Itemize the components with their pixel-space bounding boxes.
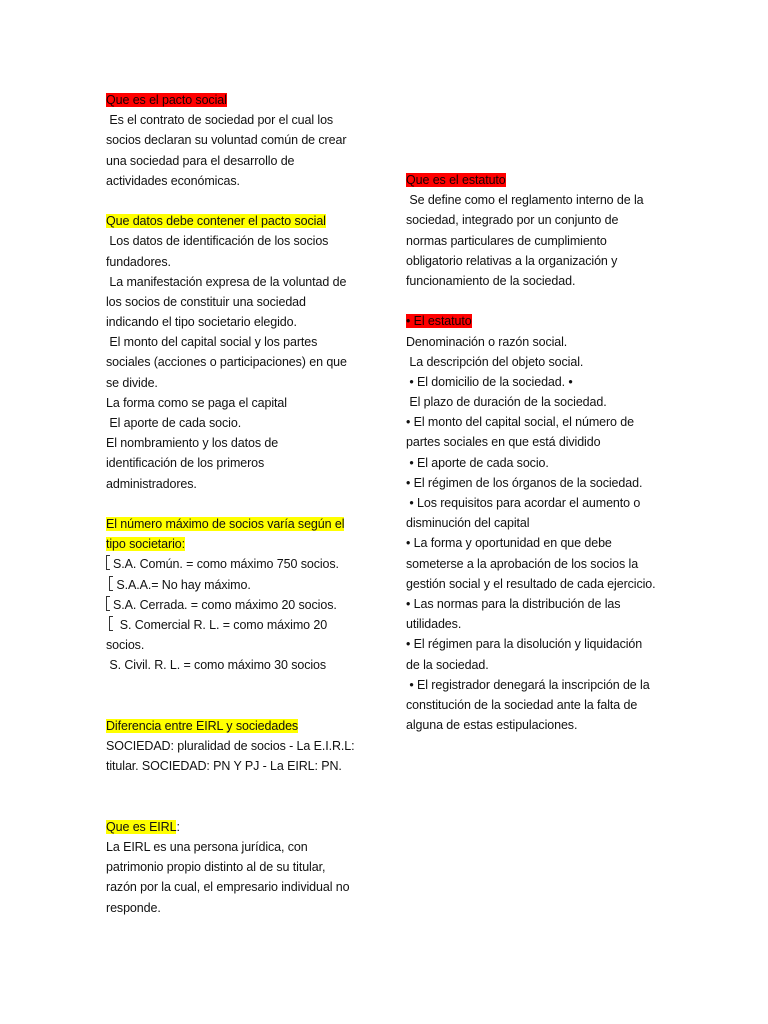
diferencia-heading-line [106, 716, 371, 736]
estatuto2-body-line: utilidades. [406, 617, 462, 632]
eirl-body-line: La EIRL es una persona jurídica, con [106, 839, 308, 854]
datos-heading-line [106, 211, 371, 231]
estatuto2-body-line: constitución de la sociedad ante la falta de [406, 697, 638, 712]
estatuto2-body-line: de la sociedad. [406, 657, 489, 672]
datos-body-line: El aporte de cada socio. [106, 416, 242, 430]
numero-item [106, 615, 371, 635]
bracket-icon [109, 576, 113, 591]
bracket-icon [106, 596, 110, 611]
estatuto2-body-line: • El aporte de cada socio. [406, 455, 549, 470]
pacto-body-line: una sociedad para el desarrollo de [106, 153, 295, 168]
estatuto2-body-line: • La forma y oportunidad en que debe [406, 536, 612, 551]
estatuto2-body-line: Denominación o razón social. [406, 334, 568, 349]
estatuto2-body-line: • El régimen para la disolución y liquidación [406, 637, 643, 652]
eirl-body-line: patrimonio propio distinto al de su titular, [106, 860, 326, 875]
estatuto2-body-line: • El régimen de los órganos de la sociedad. [406, 475, 643, 490]
estatuto-body-line: obligatorio relativas a la organización y [406, 253, 618, 268]
numero-heading-line [106, 514, 371, 534]
pacto-body-line: socios declaran su voluntad común de crear [106, 133, 347, 148]
datos-body-line: fundadores. [106, 254, 171, 269]
estatuto-heading-line [406, 170, 676, 190]
eirl-heading: Que es EIRL [106, 819, 177, 834]
estatuto2-body-line: • El registrador denegará la inscripción de la [406, 677, 650, 692]
datos-body-line: El nombramiento y los datos de [106, 436, 279, 451]
datos-body-line: administradores. [106, 476, 197, 491]
estatuto2-body-line: alguna de estas estipulaciones. [406, 718, 578, 733]
estatuto-body-line: sociedad, integrado por un conjunto de [406, 213, 619, 228]
estatuto2-body-line: disminución del capital [406, 516, 530, 531]
pacto-heading-line [106, 90, 371, 110]
datos-body-line: indicando el tipo societario elegido. [106, 315, 297, 330]
datos-heading: Que datos debe contener el pacto social [106, 214, 326, 229]
numero-item-text: S.A. Común. = como máximo 750 socios. [113, 557, 339, 572]
numero-item-text: S.A.A.= No hay máximo. [116, 577, 251, 592]
estatuto-body-line: normas particulares de cumplimiento [406, 233, 607, 248]
eirl-body-line: responde. [106, 900, 161, 915]
estatuto-heading: Que es el estatuto [406, 173, 506, 187]
datos-body-line: se divide. [106, 375, 158, 390]
estatuto-body-line: Se define como el reglamento interno de la [406, 193, 644, 208]
bracket-icon [106, 555, 110, 570]
eirl-body-line: razón por la cual, el empresario individual no [106, 880, 350, 895]
numero-item [106, 595, 371, 615]
numero-heading: El número máximo de socios varía según el [106, 516, 345, 531]
datos-body-line: La forma como se paga el capital [106, 395, 287, 410]
estatuto-body-line: funcionamiento de la sociedad. [406, 273, 576, 288]
estatuto2-body-line: La descripción del objeto social. [406, 354, 584, 369]
estatuto2-body-line: gestión social y el resultado de cada ejercicio. [406, 576, 656, 591]
datos-body-line: identificación de los primeros [106, 456, 265, 471]
eirl-heading-colon: : [176, 819, 180, 834]
numero-heading-line [106, 534, 371, 554]
right-column [406, 170, 676, 735]
estatuto2-body-line: partes sociales en que está dividido [406, 435, 601, 450]
eirl-heading-line [106, 817, 371, 837]
pacto-body-line: actividades económicas. [106, 173, 240, 188]
diferencia-heading: Diferencia entre EIRL y sociedades [106, 718, 299, 733]
numero-heading: tipo societario: [106, 537, 185, 552]
estatuto2-heading: • El estatuto [406, 314, 472, 329]
estatuto2-body-line: someterse a la aprobación de los socios la [406, 556, 639, 571]
datos-body-line: Los datos de identificación de los socios [106, 234, 329, 249]
left-column [106, 90, 371, 918]
numero-item: S. Civil. R. L. = como máximo 30 socios [106, 658, 327, 673]
estatuto2-body-line: • Las normas para la distribución de las [406, 596, 621, 611]
numero-item [106, 575, 371, 595]
estatuto2-body-line: • El domicilio de la sociedad. • [406, 374, 573, 389]
datos-body-line: los socios de constituir una sociedad [106, 294, 306, 309]
diferencia-body-line: titular. SOCIEDAD: PN Y PJ - La EIRL: PN. [106, 759, 342, 774]
numero-item [106, 554, 371, 574]
estatuto2-body-line: • Los requisitos para acordar el aumento o [406, 496, 641, 510]
datos-body-line: La manifestación expresa de la voluntad de [106, 274, 347, 289]
estatuto2-body-line: • El monto del capital social, el número de [406, 415, 634, 430]
estatuto2-heading-line [406, 311, 676, 331]
datos-body-line: El monto del capital social y los partes [106, 335, 318, 350]
datos-body-line: sociales (acciones o participaciones) en que [106, 355, 347, 370]
pacto-heading: Que es el pacto social [106, 93, 227, 107]
bracket-icon [109, 616, 113, 631]
numero-item: socios. [106, 638, 145, 653]
numero-item-text: S.A. Cerrada. = como máximo 20 socios. [113, 597, 337, 612]
pacto-body-line: Es el contrato de sociedad por el cual los [106, 113, 334, 128]
diferencia-body-line: SOCIEDAD: pluralidad de socios - La E.I.R.L: [106, 739, 355, 753]
numero-item-text: S. Comercial R. L. = como máximo 20 [116, 617, 328, 632]
estatuto2-body-line: El plazo de duración de la sociedad. [406, 395, 607, 410]
